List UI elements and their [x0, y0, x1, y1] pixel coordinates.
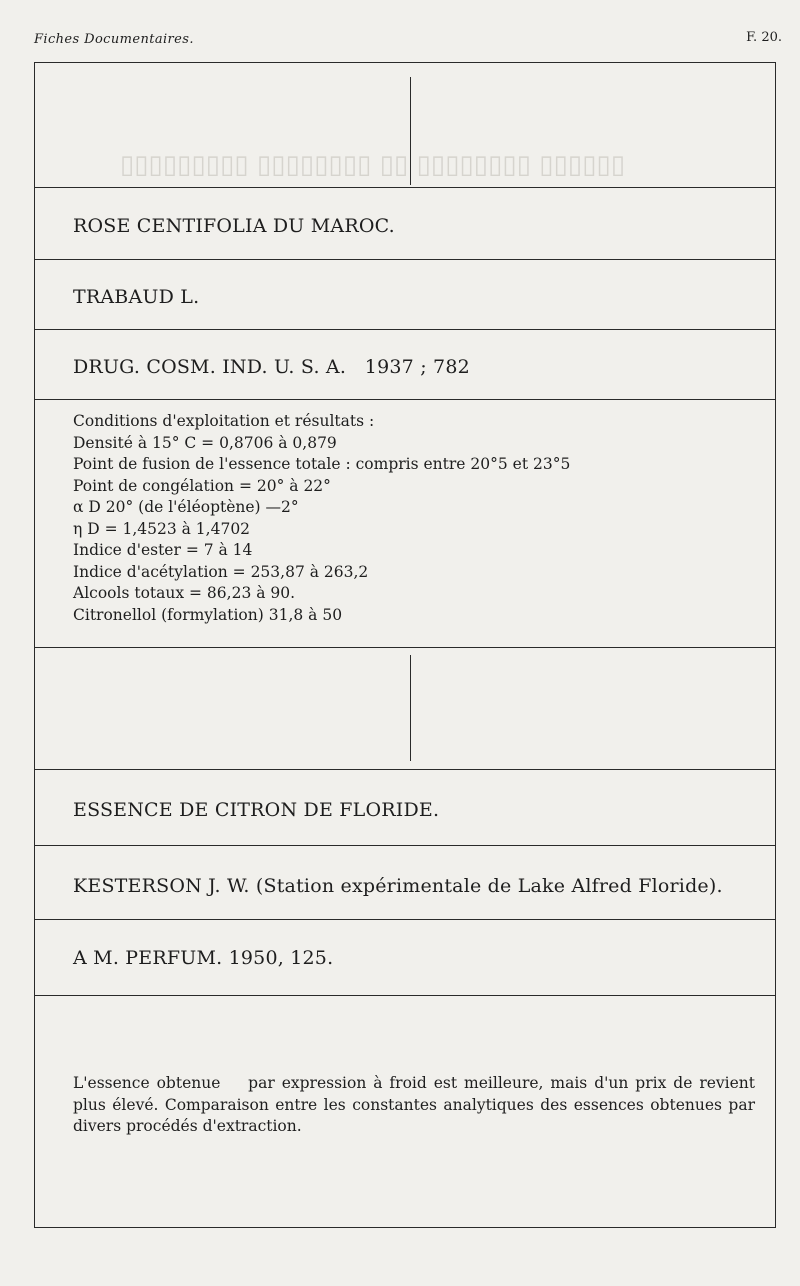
record1-source: DRUG. COSM. IND. U. S. A. 1937 ; 782	[73, 356, 470, 378]
record2-abstract: L'essence obtenue par expression à froid est meilleure, mais d'un prix de revient plus élevé. Comparaison entre les constantes analytiques des essences obtenues par divers procédés d'extraction.	[73, 1074, 760, 1135]
vertical-divider-top	[410, 77, 411, 185]
rule	[35, 995, 775, 996]
conditions-line: α D 20° (de l'éléoptène) —2°	[73, 498, 299, 516]
record1-author: TRABAUD L.	[73, 286, 200, 308]
conditions-line: Point de fusion de l'essence totale : compris entre 20°5 et 23°5	[73, 455, 571, 473]
conditions-line: η D = 1,4523 à 1,4702	[73, 519, 251, 538]
series-title: Fiches Documentaires.	[34, 32, 194, 47]
conditions-line: Densité à 15° C = 0,8706 à 0,879	[73, 433, 337, 452]
record2-title: ESSENCE DE CITRON DE FLORIDE.	[73, 799, 440, 821]
rule	[35, 769, 775, 770]
record1-conditions	[73, 411, 570, 626]
record1-title: ROSE CENTIFOLIA DU MAROC.	[73, 215, 395, 237]
conditions-line: Indice d'acétylation = 253,87 à 263,2	[73, 562, 369, 581]
rule	[35, 399, 775, 400]
show-through-line: ▯▯▯▯▯▯ ▯▯▯▯▯▯▯▯ ▯▯ ▯▯▯▯▯▯▯▯ ▯▯▯▯▯▯▯▯▯	[120, 150, 626, 180]
rule	[35, 647, 775, 648]
rule	[35, 259, 775, 260]
conditions-line: Alcools totaux = 86,23 à 90.	[73, 584, 296, 602]
conditions-line: Conditions d'exploitation et résultats :	[73, 412, 375, 430]
rule	[35, 919, 775, 920]
conditions-line: Point de congélation = 20° à 22°	[73, 476, 331, 495]
conditions-line: Citronellol (formylation) 31,8 à 50	[73, 605, 343, 624]
card-reference: F. 20.	[746, 30, 782, 45]
rule	[35, 845, 775, 846]
rule	[35, 187, 775, 188]
record2-author: KESTERSON J. W. (Station expérimentale de Lake Alfred Floride).	[73, 875, 723, 897]
rule	[35, 329, 775, 330]
conditions-line: Indice d'ester = 7 à 14	[73, 541, 253, 559]
vertical-divider-middle	[410, 655, 411, 761]
index-card	[34, 62, 776, 1228]
record2-source: A M. PERFUM. 1950, 125.	[73, 947, 334, 969]
